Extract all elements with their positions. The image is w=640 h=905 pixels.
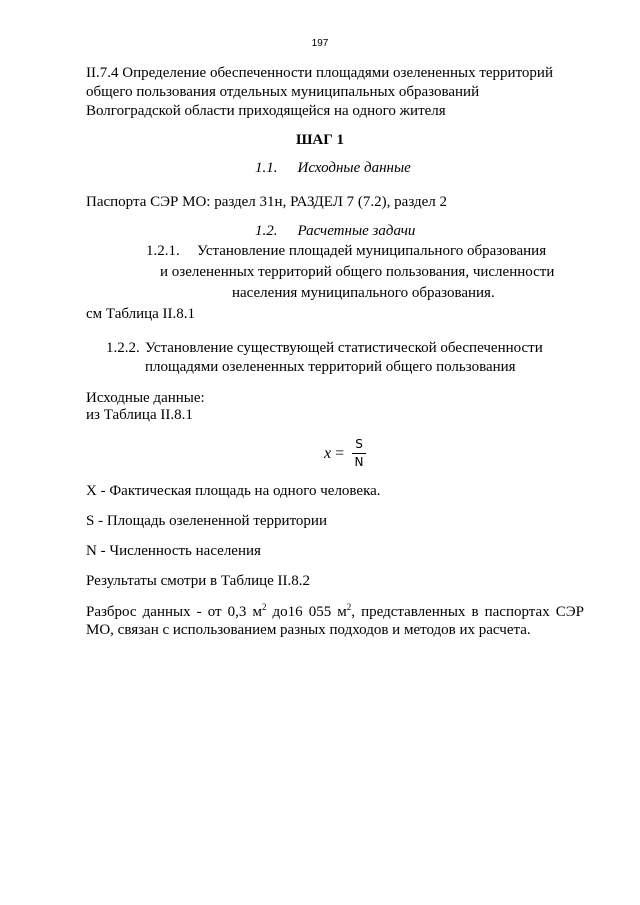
definition-n: N - Численность населения bbox=[86, 543, 261, 559]
source-data-label: Исходные данные: bbox=[86, 390, 205, 406]
see-table-reference: см Таблица II.8.1 bbox=[86, 306, 196, 322]
subheading-number: 1.2. bbox=[255, 223, 278, 239]
task-line: населения муниципального образования. bbox=[232, 285, 495, 301]
task-line: и озелененных территорий общего пользования, численности bbox=[160, 264, 555, 280]
spread-line-2: МО, связан с использованием разных подходов и методов их расчета. bbox=[86, 622, 531, 638]
formula bbox=[322, 437, 372, 473]
from-table-reference: из Таблица II.8.1 bbox=[86, 407, 193, 423]
definition-s: S - Площадь озелененной территории bbox=[86, 513, 327, 529]
subheading-number: 1.1. bbox=[255, 160, 278, 176]
subheading-1-2 bbox=[255, 222, 415, 241]
page-number: 197 bbox=[311, 38, 329, 49]
step-heading: ШАГ 1 bbox=[295, 132, 345, 148]
task-number: 1.2.1. bbox=[146, 243, 180, 259]
formula-lhs: x = bbox=[324, 445, 345, 462]
superscript: 2 bbox=[261, 602, 267, 612]
fraction-bar bbox=[352, 453, 366, 454]
formula-denominator: N bbox=[354, 455, 364, 469]
section-title-line: II.7.4 Определение обеспеченности площадями озелененных территорий bbox=[86, 65, 553, 81]
section-title-line: Волгоградской области приходящейся на одного жителя bbox=[86, 103, 446, 119]
task-line: Установление существующей статистической обеспеченности bbox=[145, 340, 543, 356]
subheading-1-1 bbox=[255, 159, 411, 178]
formula-fraction bbox=[352, 437, 366, 470]
task-line: площадями озелененных территорий общего пользования bbox=[145, 359, 516, 375]
superscript: 2 bbox=[346, 602, 352, 612]
formula-numerator: S bbox=[355, 437, 363, 451]
results-reference: Результаты смотри в Таблице II.8.2 bbox=[86, 573, 311, 589]
definition-x: X - Фактическая площадь на одного человека. bbox=[86, 483, 381, 499]
passport-text: Паспорта СЭР МО: раздел 31н, РАЗДЕЛ 7 (7.2), раздел 2 bbox=[86, 194, 448, 210]
task-line: Установление площадей муниципального образования bbox=[197, 243, 547, 259]
spread-line-1: Разброс данных - от 0,3 $м^2$ до16 055 $м^2$, представленных в паспортах СЭР bbox=[86, 602, 585, 620]
section-title-line: общего пользования отдельных муниципальных образований bbox=[86, 84, 480, 100]
subheading-title: Расчетные задачи bbox=[297, 223, 416, 239]
subheading-title: Исходные данные bbox=[297, 160, 411, 176]
task-number: 1.2.2. bbox=[106, 340, 140, 356]
